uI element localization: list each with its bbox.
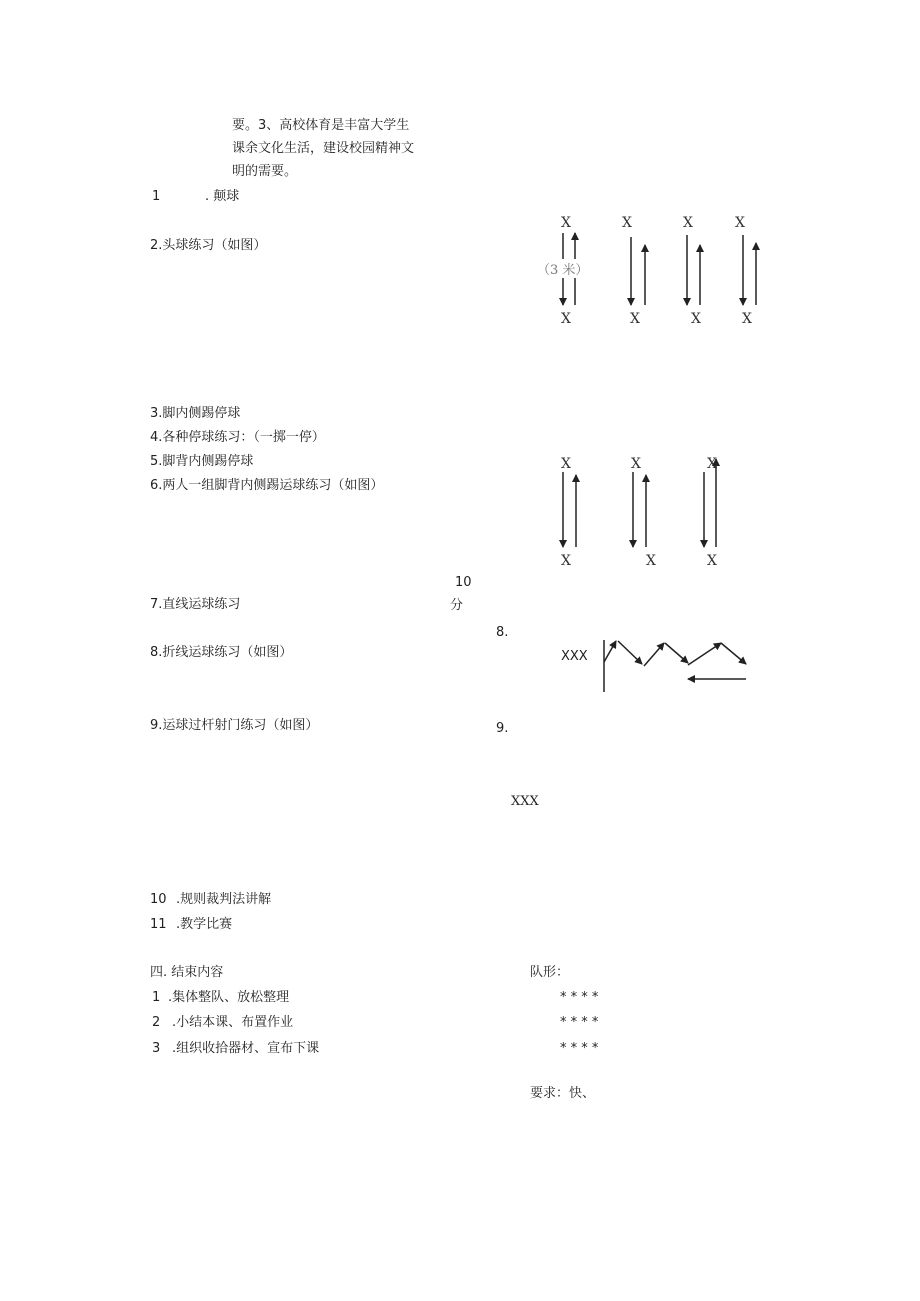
d1-top-mark-1: X <box>561 215 571 231</box>
formation-row-1: * * * * <box>560 990 599 1005</box>
d3-zig-5 <box>688 643 721 665</box>
time-unit: 分 <box>450 598 464 613</box>
d1-bottom-mark-3: X <box>691 311 701 327</box>
d2-top-mark-3: X <box>707 456 717 472</box>
item-10-text: .规则裁判法讲解 <box>176 892 272 907</box>
label-8: 8. <box>496 625 509 640</box>
d2-bottom-mark-2: X <box>646 553 656 569</box>
d3-zig-4 <box>665 643 688 663</box>
intro-line-1: 要。3、高校体育是丰富大学生 <box>232 118 410 133</box>
xxx-label-a: XXX <box>561 649 588 664</box>
item-2: 2.头球练习（如图） <box>150 238 267 253</box>
item-5: 5.脚背内侧踢停球 <box>150 454 254 469</box>
item-6: 6.两人一组脚背内侧踢运球练习（如图） <box>150 478 384 493</box>
ending-step-3-number: 3 <box>152 1041 161 1056</box>
ending-step-2-text: .小结本课、布置作业 <box>172 1015 294 1030</box>
label-9: 9. <box>496 721 509 736</box>
d2-bottom-mark-1: X <box>561 553 571 569</box>
ending-step-2-number: 2 <box>152 1015 161 1030</box>
d1-bottom-mark-4: X <box>742 311 752 327</box>
pair-dribble-diagram <box>561 456 717 569</box>
d1-top-mark-4: X <box>735 215 745 231</box>
ending-heading: 四. 结束内容 <box>150 965 224 980</box>
zigzag-dribble-diagram <box>604 640 746 692</box>
d1-bottom-mark-2: X <box>630 311 640 327</box>
heading-drill-diagram <box>536 215 756 327</box>
d2-bottom-mark-3: X <box>707 553 717 569</box>
d1-distance-label: （3 米） <box>537 263 589 278</box>
intro-line-3: 明的需要。 <box>232 164 298 179</box>
item-11-text: .教学比赛 <box>176 917 233 932</box>
intro-line-2: 课余文化生活，建设校园精神文 <box>232 141 415 156</box>
d3-zig-2 <box>618 641 642 664</box>
d3-zig-1 <box>604 641 616 662</box>
formation-title: 队形： <box>530 965 570 980</box>
formation-row-2: * * * * <box>560 1015 599 1030</box>
item-4: 4.各种停球练习：（一掷一停） <box>150 430 325 445</box>
item-1-number: 1 <box>152 189 161 204</box>
item-3: 3.脚内侧踢停球 <box>150 406 241 421</box>
time-value: 10 <box>455 575 472 590</box>
xxx-label-b: XXX <box>511 794 539 809</box>
item-11-number: 11 <box>150 917 167 932</box>
d1-bottom-mark-1: X <box>561 311 571 327</box>
ending-step-3-text: .组织收拾器材、宣布下课 <box>172 1041 320 1056</box>
d1-top-mark-2: X <box>622 215 632 231</box>
item-8: 8.折线运球练习（如图） <box>150 645 293 660</box>
formation-requirement: 要求：快、 <box>530 1086 596 1101</box>
item-1-text: . 颠球 <box>205 189 240 204</box>
d2-top-mark-1: X <box>561 456 571 472</box>
d1-top-mark-3: X <box>683 215 693 231</box>
ending-step-1-text: .集体整队、放松整理 <box>168 990 290 1005</box>
item-10-number: 10 <box>150 892 167 907</box>
d3-zig-6 <box>721 643 746 664</box>
item-9: 9.运球过杆射门练习（如图） <box>150 718 319 733</box>
item-7: 7.直线运球练习 <box>150 597 241 612</box>
d2-top-mark-2: X <box>631 456 641 472</box>
ending-step-1-number: 1 <box>152 990 161 1005</box>
d3-zig-3 <box>644 643 664 666</box>
formation-row-3: * * * * <box>560 1041 599 1056</box>
